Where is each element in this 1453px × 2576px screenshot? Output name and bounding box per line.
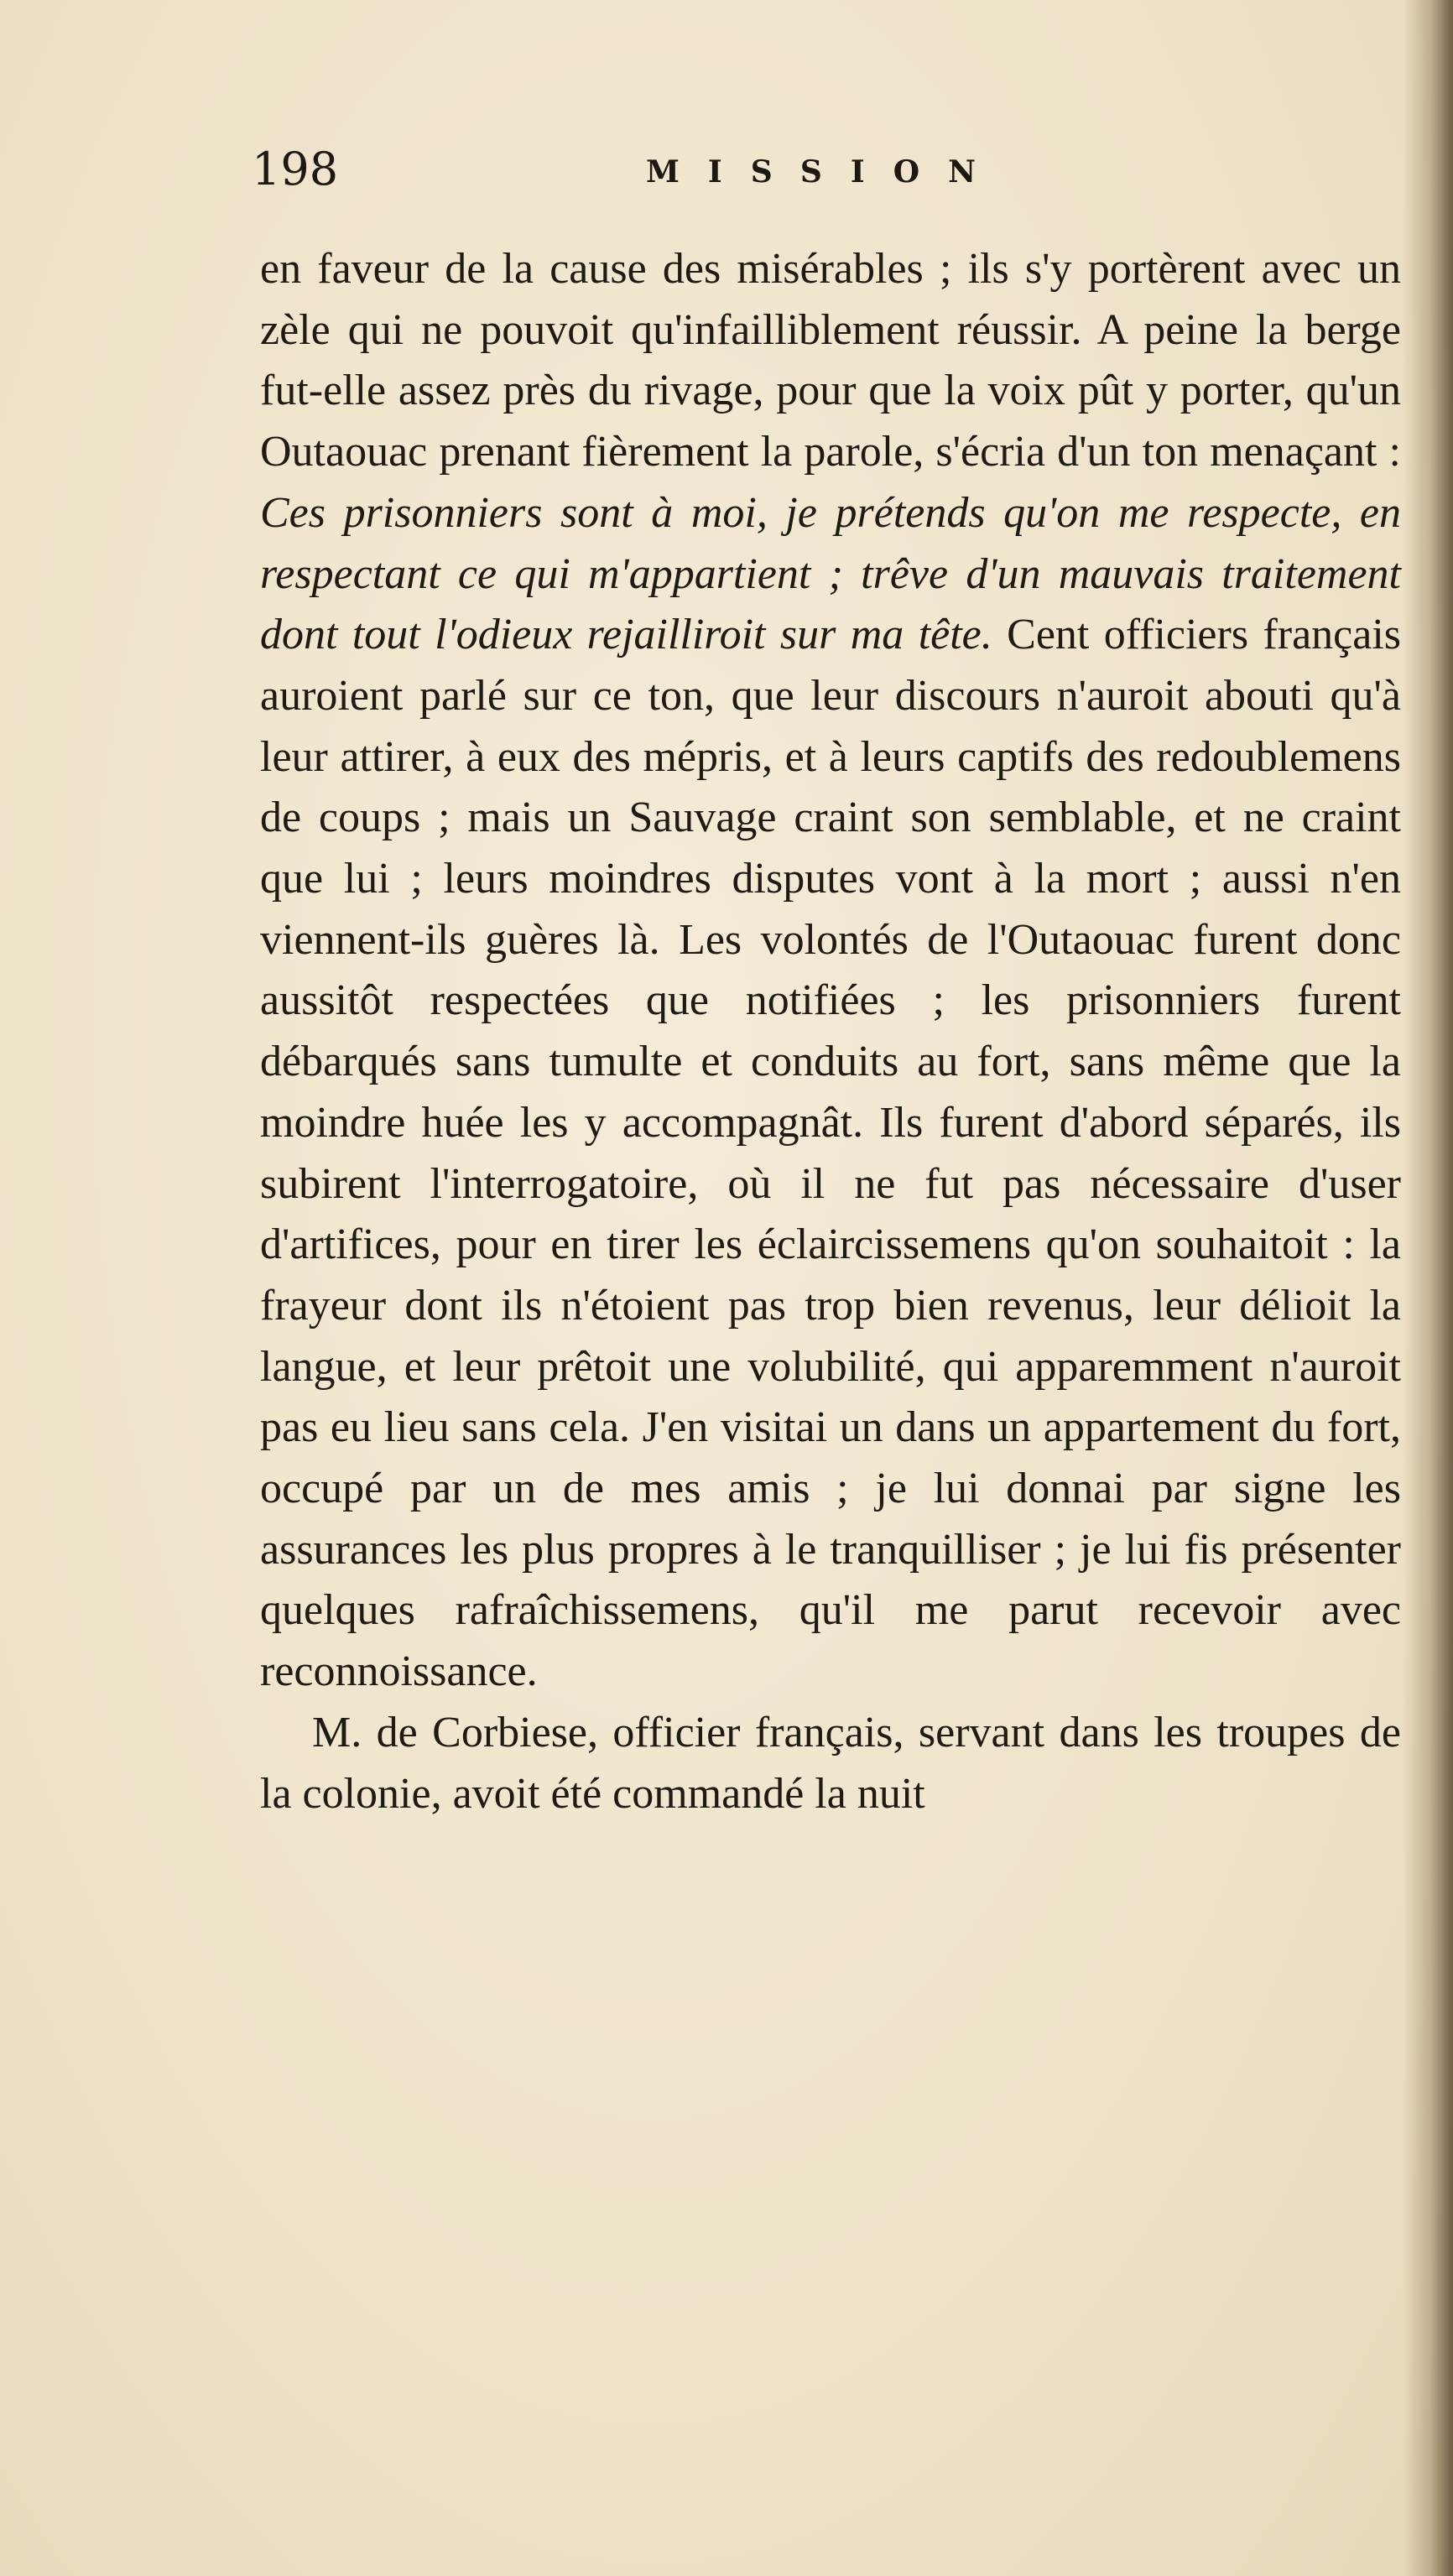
page-number: 198 (252, 143, 339, 195)
paragraph-1 (260, 239, 1401, 1703)
quoted-speech: Ces prisonniers sont à moi, je prétends qu'on me respecte, en respectant ce qui m'appartient ; trêve d'un mauvais traitement dont tout l'odieux rejailliroit sur ma tête. (260, 488, 1401, 659)
paragraph-1-continuation: Cent officiers français auroient parlé sur ce ton, que leur discours n'auroit abouti qu'à leur attirer, à eux des mépris, et à leurs captifs des redoublemens de coups ; mais un Sauvage craint son semblable, et ne craint que lui ; leurs moindres disputes vont à la mort ; aussi n'en viennent-ils guères là. Les volontés de l'Outaouac furent donc aussitôt respectées que notifiées ; les prisonniers furent débarqués sans tumulte et conduits au fort, sans même que la moindre huée les y accompagnât. Ils furent d'abord séparés, ils subirent l'interrogatoire, où il ne fut pas nécessaire d'user d'artifices, pour en tirer les éclaircissemens qu'on souhaitoit : la frayeur dont ils n'étoient pas trop bien revenus, leur délioit la langue, et leur prêtoit une volubilité, qui apparemment n'auroit pas eu lieu sans cela. J'en visitai un dans un appartement du fort, occupé par un de mes amis ; je lui donnai par signe les assurances les plus propres à le tranquilliser ; je lui fis présenter quelques rafraîchissemens, qu'il me parut recevoir avec reconnoissance. (260, 611, 1402, 1696)
page-header (252, 143, 1401, 210)
page-edge-shadow (1403, 0, 1453, 2576)
paragraph-1-opening: en faveur de la cause des misérables ; ils s'y portèrent avec un zèle qui ne pouvoit qu'infailliblement réussir. A peine la berge fut-elle assez près du rivage, pour que la voix pût y porter, qu'un Outaouac prenant fièrement la parole, s'écria d'un ton menaçant : (260, 245, 1401, 476)
paragraph-2: M. de Corbiese, officier français, servant dans les troupes de la colonie, avoit été commandé la nuit (260, 1708, 1401, 1818)
running-head: MISSION (646, 154, 1004, 190)
body-text (260, 239, 1401, 1824)
